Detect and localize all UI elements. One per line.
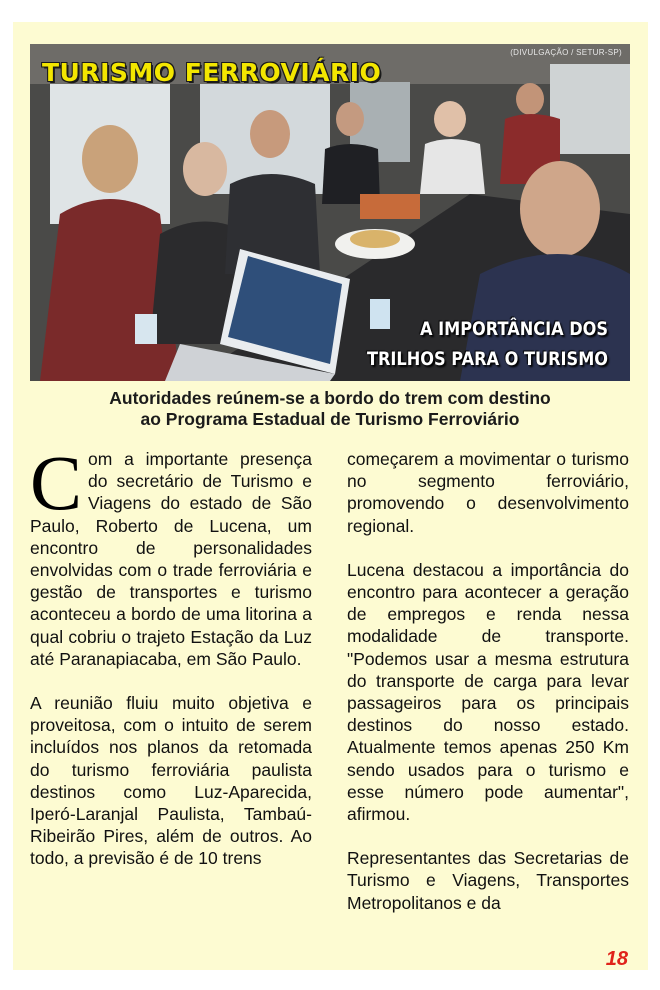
section-label: TURISMO FERROVIÁRIO bbox=[42, 58, 382, 87]
caption-line: Autoridades reúnem-se a bordo do trem com destino bbox=[109, 388, 551, 408]
page-number: 18 bbox=[605, 948, 628, 970]
overlay-headline: A IMPORTÂNCIA DOS TRILHOS PARA O TURISMO bbox=[366, 318, 608, 370]
drop-cap: C bbox=[30, 448, 83, 526]
article-column-right bbox=[347, 448, 629, 948]
paragraph-text: om a importante presença do secretário de Turismo e Viagens do estado de São Paulo, Roberto de Lucena, um encontro de personalidades envolvidas com o trade ferroviária e gestão de transportes e turismo aconteceu a bordo de uma litorina a qual cobriu o trajeto Estação da Luz até Paranapiacaba, em São Paulo. bbox=[30, 449, 312, 669]
article-paragraph-2: A reunião fluiu muito objetiva e proveitosa, com o intuito de serem incluídos nos planos da retomada do turismo ferroviária paulista destinos como Luz-Aparecida, Iperó-Laranjal Paulista, Tambaú-Ribeirão Pires, além de outros. Ao todo, a previsão é de 10 trens bbox=[30, 693, 312, 869]
photo-caption bbox=[30, 388, 630, 430]
article-column-left bbox=[30, 448, 312, 948]
article-paragraph-1 bbox=[30, 448, 312, 670]
article-paragraph-3: Lucena destacou a importância do encontro para acontecer a geração de empregos e renda nessa modalidade de transporte. "Podemos usar a mesma estrutura do transporte de carga para levar passageiros para os principais destinos do nosso estado. Atualmente temos apenas 250 Km sendo usados para o turismo e esse número pode aumentar", afirmou. bbox=[347, 559, 629, 825]
article-paragraph-2-continued bbox=[347, 448, 629, 537]
article-paragraph-4: Representantes das Secretarias de Turismo e Viagens, Transportes Metropolitanos e da bbox=[347, 848, 629, 913]
article-photo bbox=[30, 44, 630, 381]
caption-line: ao Programa Estadual de Turismo Ferroviário bbox=[140, 409, 520, 429]
photo-credit: (DIVULGAÇÃO / SETUR-SP) bbox=[510, 48, 622, 57]
paragraph-text-continued: começarem a movimentar o turismo no segmento ferroviário, promovendo o desenvolvimento regional. bbox=[347, 449, 629, 536]
